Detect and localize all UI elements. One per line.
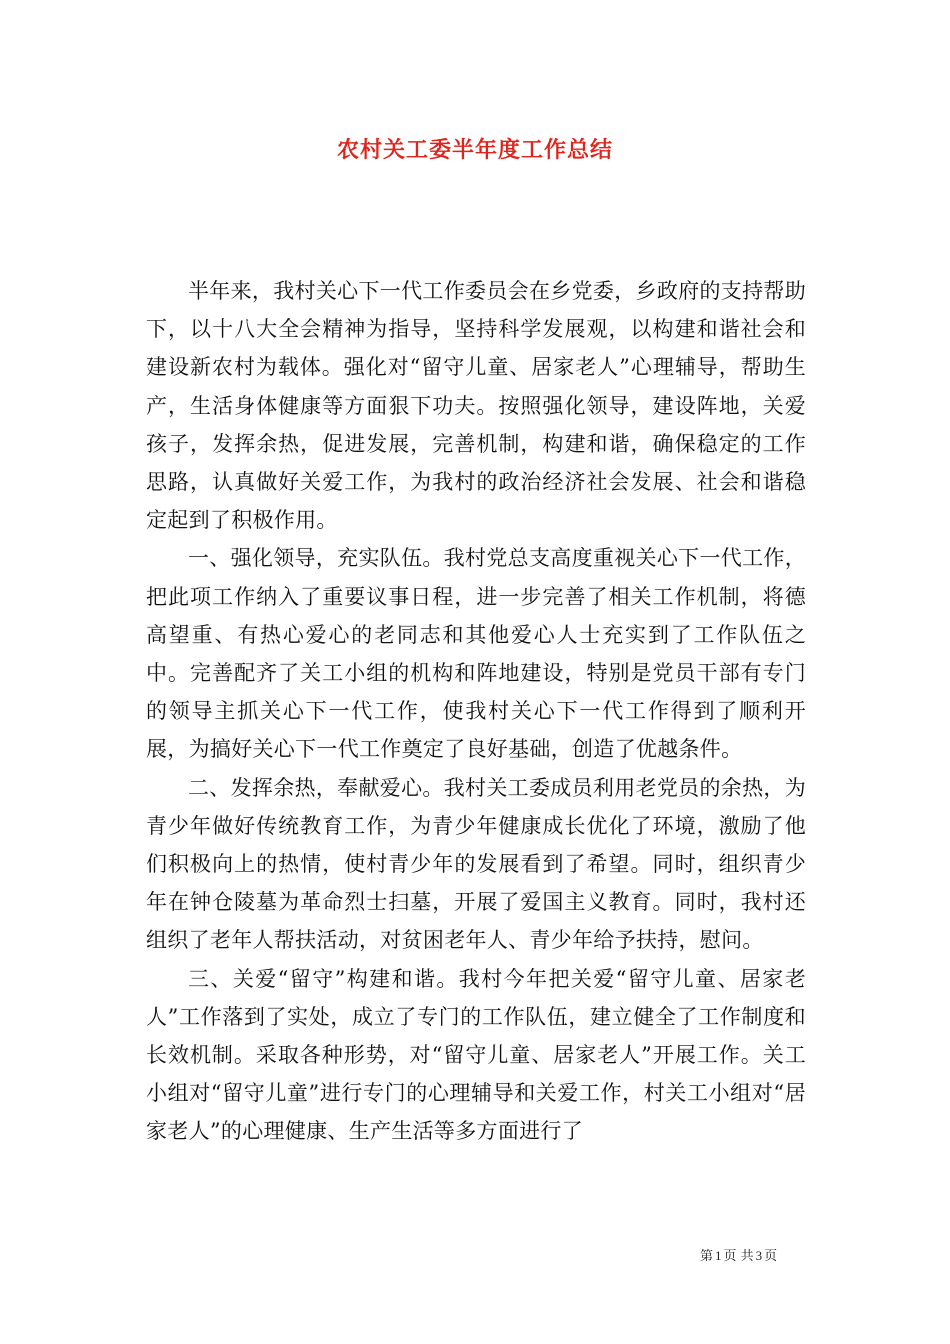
paragraph-section-1: 一、强化领导，充实队伍。我村党总支高度重视关心下一代工作，把此项工作纳入了重要议事日程，进一步完善了相关工作机制，将德高望重、有热心爱心的老同志和其他爱心人士充实到了工作队伍之中。完善配齐了关工小组的机构和阵地建设，特别是党员干部有专门的领导主抓关心下一代工作，使我村关心下一代工作得到了顺利开展，为搞好关心下一代工作奠定了良好基础，创造了优越条件。 [146, 546, 806, 762]
footer-current-page: 1 [715, 1248, 722, 1263]
document-title: 农村关工委半年度工作总结 [336, 137, 613, 163]
paragraph-section-3: 三、关爱“留守”构建和谐。我村今年把关爱“留守儿童、居家老人”工作落到了实处，成立了专门的工作队伍，建立健全了工作制度和长效机制。采取各种形势，对“留守儿童、居家老人”开展工作。关工小组对“留守儿童”进行专门的心理辅导和关爱工作，村关工小组对“居家老人”的心理健康、生产生活等多方面进行了 [146, 966, 806, 1144]
paragraph-section-2: 二、发挥余热，奉献爱心。我村关工委成员利用老党员的余热，为青少年做好传统教育工作，为青少年健康成长优化了环境，激励了他们积极向上的热情，使村青少年的发展看到了希望。同时，组织青少年在钟仓陵墓为革命烈士扫墓，开展了爱国主义教育。同时，我村还组织了老年人帮扶活动，对贫困老年人、青少年给予扶持，慰问。 [146, 775, 806, 953]
document-body [146, 272, 806, 1151]
footer-total-pages: 3 [755, 1248, 763, 1263]
footer-suffix: 页 [764, 1249, 778, 1264]
footer-middle: 页 共 [723, 1249, 754, 1264]
page-number-footer [700, 1245, 777, 1264]
paragraph-intro: 半年来，我村关心下一代工作委员会在乡党委，乡政府的支持帮助下，以十八大全会精神为指导，坚持科学发展观，以构建和谐社会和建设新农村为载体。强化对“留守儿童、居家老人”心理辅导，帮助生产，生活身体健康等方面狠下功夫。按照强化领导，建设阵地，关爱孩子，发挥余热，促进发展，完善机制，构建和谐，确保稳定的工作思路，认真做好关爱工作，为我村的政治经济社会发展、社会和谐稳定起到了积极作用。 [146, 279, 806, 533]
footer-prefix: 第 [700, 1249, 714, 1264]
